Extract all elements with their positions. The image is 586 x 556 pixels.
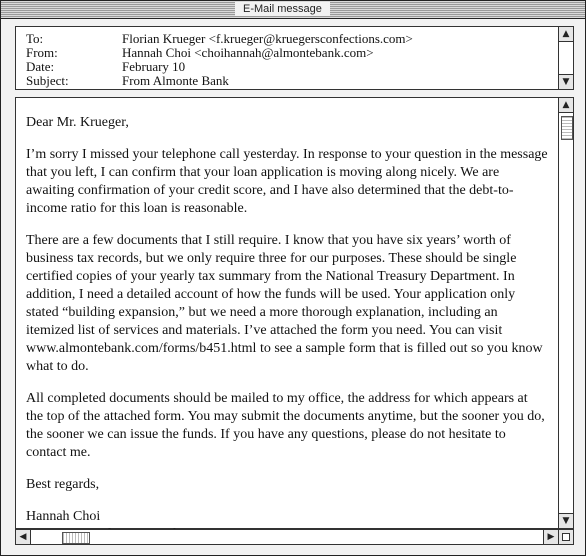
to-label: To: bbox=[26, 31, 44, 46]
to-value: Florian Krueger <f.krueger@kruegersconfections.com> bbox=[122, 31, 413, 46]
date-label: Date: bbox=[26, 59, 55, 74]
from-label: From: bbox=[26, 45, 58, 60]
paragraph-1: I’m sorry I missed your telephone call yesterday. In response to your question in the message that you left, I can confirm that your loan application is moving along nicely. We are awaiting confirmation of your credit score, and I have also determined that the debt-to-income ratio for this loan is reasonable. bbox=[26, 147, 548, 216]
vertical-scroll-thumb[interactable] bbox=[561, 116, 573, 140]
body-vertical-scrollbar[interactable] bbox=[558, 97, 574, 529]
window-title: E-Mail message bbox=[235, 2, 330, 16]
resize-grip-icon[interactable] bbox=[558, 529, 574, 545]
paragraph-2: There are a few documents that I still require. I know that you have six years’ worth of business tax records, but we only require three for our purposes. These should be single certified copies of your yearly tax summary from the National Treasury Department. In addition, I need a detailed account of how the funds will be used. Your application only stated “building expansion,” but we need a more thorough explanation, including an itemized list of services and materials. I’ve attached the form you need. You can visit www.almontebank.com/forms/b451.html to see a sample form that is filled out so you know what to do. bbox=[26, 233, 543, 374]
down-arrow-icon[interactable]: ▼ bbox=[559, 513, 573, 528]
email-body-pane bbox=[15, 97, 559, 529]
right-arrow-icon[interactable]: ▶ bbox=[543, 530, 558, 544]
message-body bbox=[26, 114, 548, 544]
left-arrow-icon[interactable]: ◀ bbox=[16, 530, 31, 544]
from-value: Hannah Choi <choihannah@almontebank.com> bbox=[122, 45, 374, 60]
up-arrow-icon[interactable]: ▲ bbox=[559, 98, 573, 113]
paragraph-3: All completed documents should be mailed to my office, the address for which appears at the top of the attached form. You may submit the documents anytime, but the sooner you do, the sooner we can issue the funds. If you have any questions, please do not hesitate to contact me. bbox=[26, 391, 545, 460]
greeting: Dear Mr. Krueger, bbox=[26, 115, 129, 130]
title-bar[interactable] bbox=[1, 1, 585, 19]
down-arrow-icon[interactable]: ▼ bbox=[559, 74, 573, 89]
signature-name: Hannah Choi bbox=[26, 509, 101, 524]
horizontal-scroll-thumb[interactable] bbox=[62, 532, 90, 544]
subject-label: Subject: bbox=[26, 73, 69, 88]
header-scrollbar[interactable] bbox=[558, 26, 574, 90]
subject-value: From Almonte Bank bbox=[122, 73, 229, 88]
email-header-pane bbox=[15, 26, 559, 90]
body-horizontal-scrollbar[interactable] bbox=[15, 529, 559, 545]
closing: Best regards, bbox=[26, 477, 100, 492]
date-value: February 10 bbox=[122, 59, 186, 74]
up-arrow-icon[interactable]: ▲ bbox=[559, 27, 573, 42]
